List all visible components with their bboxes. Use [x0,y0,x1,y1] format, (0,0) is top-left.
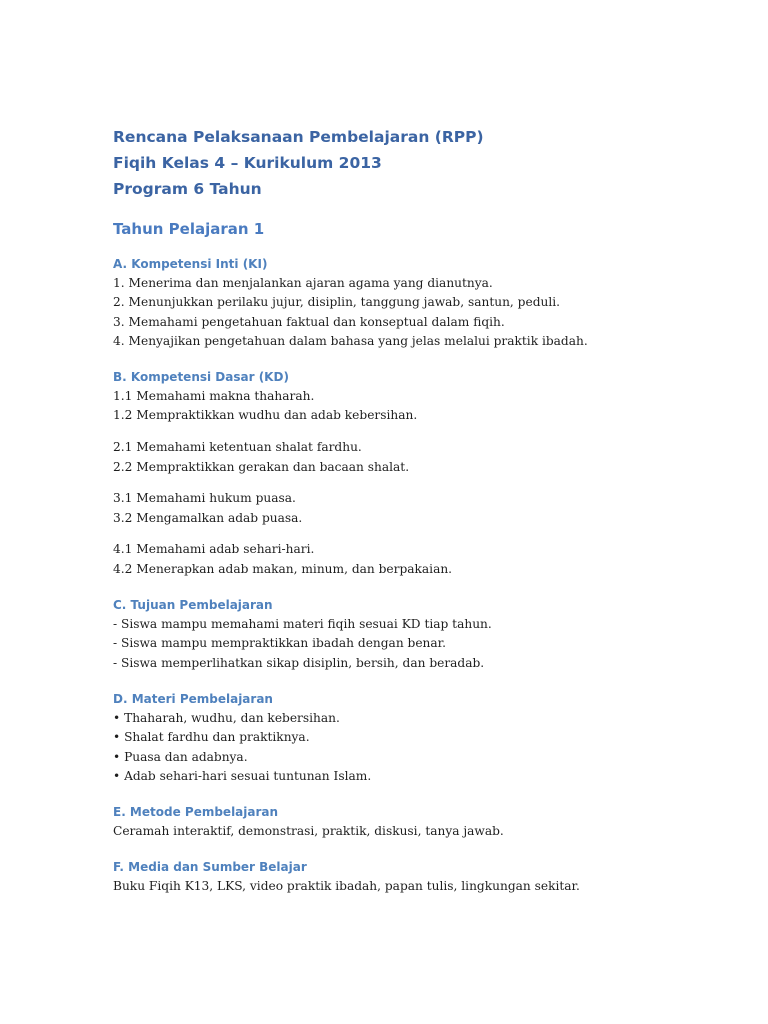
title-line-2: Fiqih Kelas 4 – Kurikulum 2013 [113,154,382,172]
section-tujuan-pembelajaran [113,596,733,673]
section-media-sumber-belajar [113,858,733,896]
kd-item: 3.2 Mengamalkan adab puasa. [113,510,303,525]
materi-item: • Adab sehari-hari sesuai tuntunan Islam. [113,768,372,783]
ki-item: 1. Menerima dan menjalankan ajaran agama yang dianutnya. [113,276,493,290]
title-line-1: Rencana Pelaksanaan Pembelajaran (RPP) [113,128,484,146]
kd-item: 4.2 Menerapkan adab makan, minum, dan berpakaian. [113,561,453,576]
kd-item: 2.1 Memahami ketentuan shalat fardhu. [113,440,362,455]
section-heading-materi: D. Materi Pembelajaran [113,691,273,706]
ki-item: 3. Memahami pengetahuan faktual dan konseptual dalam fiqih. [113,314,505,329]
document-title [113,124,733,202]
kd-group-2 [113,438,733,477]
materi-item: • Thaharah, wudhu, dan kebersihan. [113,710,340,725]
media-text: Buku Fiqih K13, LKS, video praktik ibadah, papan tulis, lingkungan sekitar. [113,879,580,894]
kd-item: 4.1 Memahami adab sehari-hari. [113,542,315,557]
metode-text: Ceramah interaktif, demonstrasi, praktik, diskusi, tanya jawab. [113,824,504,839]
section-heading-media: F. Media dan Sumber Belajar [113,860,307,875]
tujuan-item: - Siswa mampu memahami materi fiqih sesuai KD tiap tahun. [113,617,492,632]
section-heading-ki: A. Kompetensi Inti (KI) [113,257,268,271]
kd-item: 2.2 Mempraktikkan gerakan dan bacaan shalat. [113,459,410,474]
tujuan-item: - Siswa memperlihatkan sikap disiplin, bersih, dan beradab. [113,655,485,670]
kd-item: 3.1 Memahami hukum puasa. [113,491,296,506]
kd-group-1 [113,387,733,426]
section-heading-metode: E. Metode Pembelajaran [113,805,279,820]
section-metode-pembelajaran [113,803,733,841]
section-heading-tujuan: C. Tujuan Pembelajaran [113,598,273,613]
ki-item: 2. Menunjukkan perilaku jujur, disiplin, tanggung jawab, santun, peduli. [113,295,561,310]
year-heading: Tahun Pelajaran 1 [113,220,265,238]
materi-item: • Puasa dan adabnya. [113,749,248,764]
materi-item: • Shalat fardhu dan praktiknya. [113,730,310,745]
section-materi-pembelajaran [113,690,733,786]
kd-item: 1.1 Memahami makna thaharah. [113,389,315,404]
title-line-3: Program 6 Tahun [113,180,262,198]
document-page [113,124,733,897]
tujuan-item: - Siswa mampu mempraktikkan ibadah dengan benar. [113,636,447,651]
section-kompetensi-inti [113,255,733,351]
ki-item: 4. Menyajikan pengetahuan dalam bahasa yang jelas melalui praktik ibadah. [113,333,588,348]
kd-item: 1.2 Mempraktikkan wudhu dan adab kebersihan. [113,408,418,423]
kd-group-3 [113,489,733,528]
kd-group-4 [113,540,733,579]
section-kompetensi-dasar [113,368,733,579]
section-heading-kd: B. Kompetensi Dasar (KD) [113,370,289,385]
